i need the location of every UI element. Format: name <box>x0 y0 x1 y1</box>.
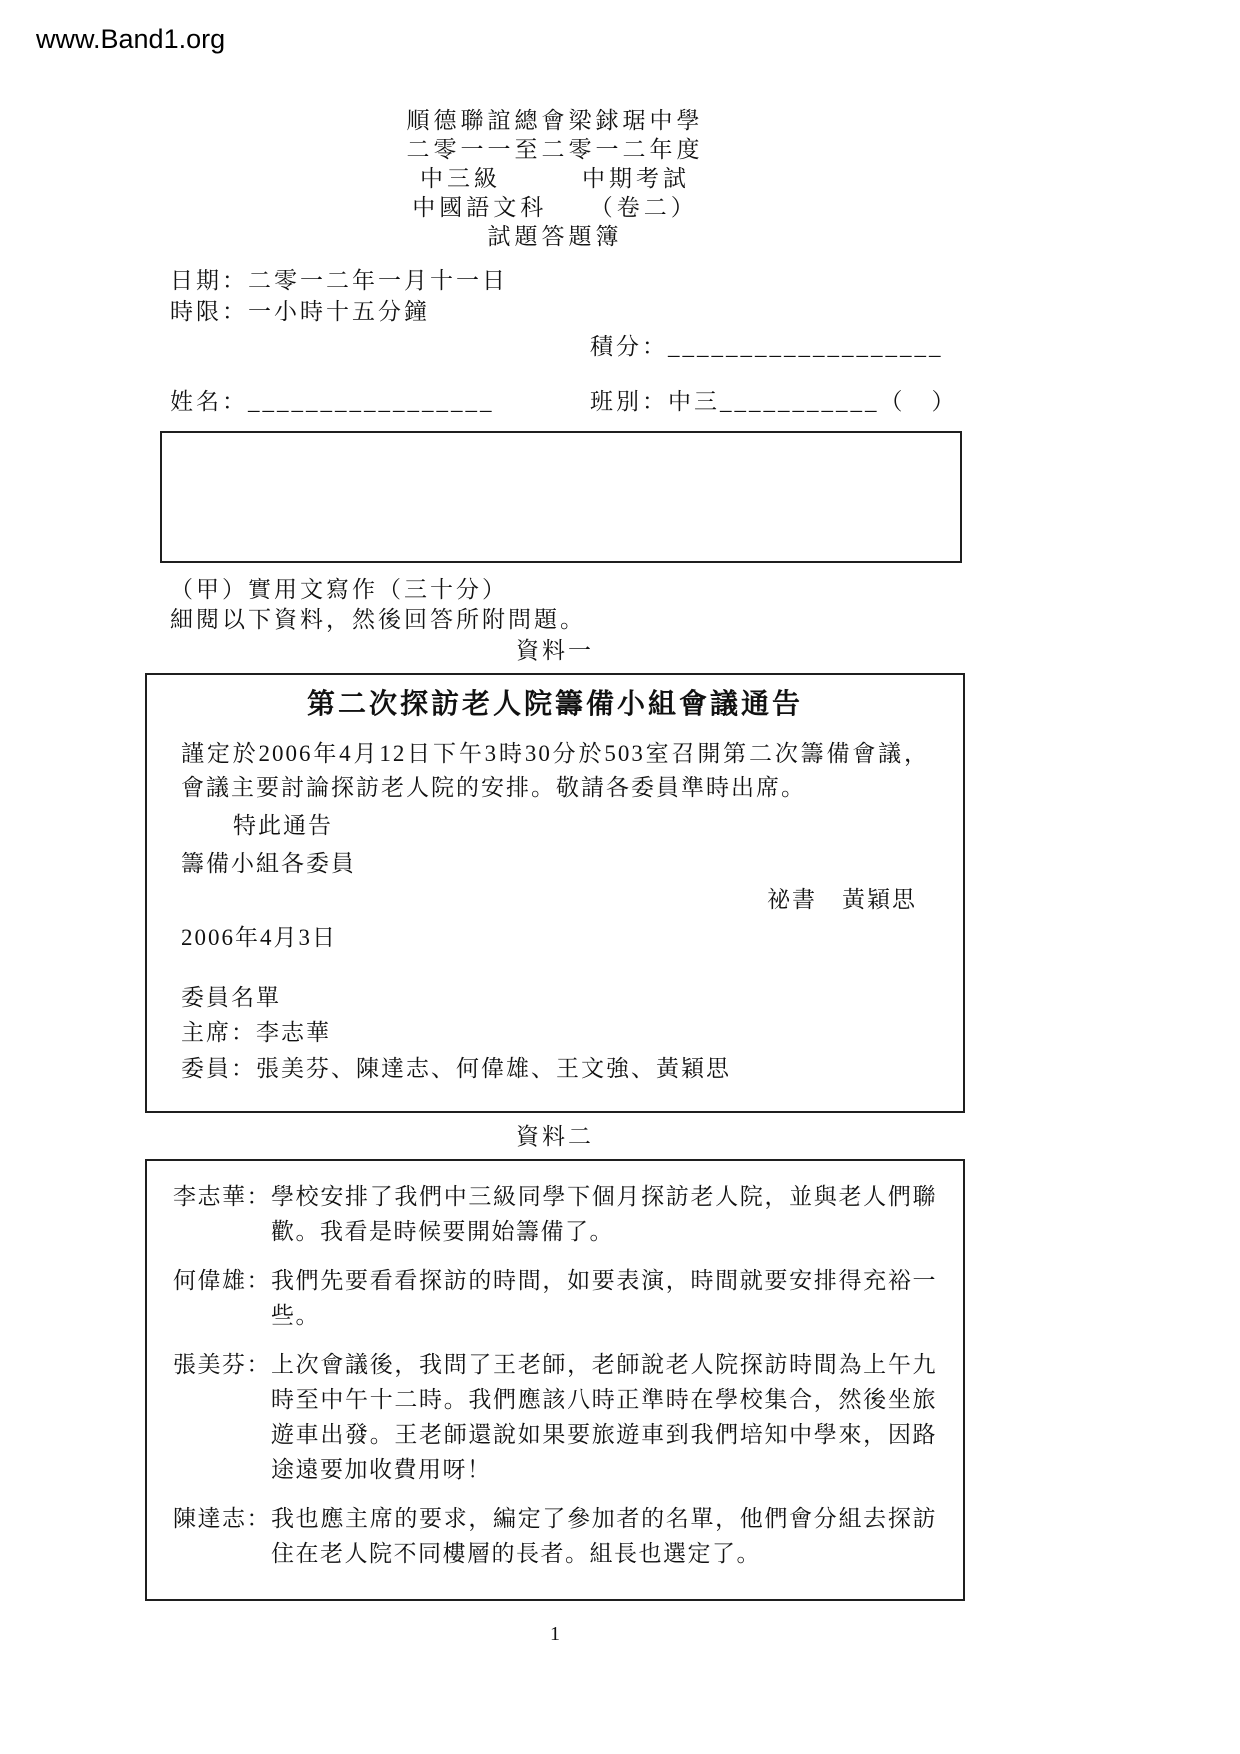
time-limit: 時限：一小時十五分鐘 <box>170 299 430 324</box>
name-field: 姓名：_________________ <box>170 389 495 414</box>
dialogue-entry <box>173 1179 937 1249</box>
class-field: 班別：中三___________（ ） <box>590 389 958 414</box>
dialogue-text: 我也應主席的要求，編定了參加者的名單，他們會分組去探訪住在老人院不同樓層的長者。組長也選定了。 <box>271 1506 937 1566</box>
material-2-label: 資料二 <box>516 1124 594 1149</box>
dialogue-entry <box>173 1501 937 1571</box>
score-field: 積分：___________________ <box>590 334 944 359</box>
dialogue-text: 學校安排了我們中三級同學下個月探訪老人院，並與老人們聯歡。我看是時候要開始籌備了。 <box>271 1184 937 1244</box>
dialogue-entry <box>173 1263 937 1333</box>
notice-addressee: 籌備小組各委員 <box>181 851 356 876</box>
school-name: 順德聯誼總會梁銶琚中學 <box>406 108 704 133</box>
dialogue-speaker: 李志華： <box>173 1184 271 1209</box>
notice-date: 2006年4月3日 <box>181 925 337 950</box>
notice-title: 第二次探訪老人院籌備小組會議通告 <box>306 689 803 720</box>
dialogue-entry <box>173 1347 937 1487</box>
dialogue-text: 我們先要看看探訪的時間，如要表演，時間就要安排得充裕一些。 <box>271 1268 937 1328</box>
notice-box <box>145 673 965 1113</box>
member-list-title: 委員名單 <box>181 985 281 1010</box>
document-content <box>145 106 965 1646</box>
section-a-heading: （甲）實用文寫作（三十分） <box>170 577 508 602</box>
name-class-row <box>170 386 965 417</box>
subject-line: 中國語文科 （卷二） <box>412 195 698 220</box>
chairman-line: 主席：李志華 <box>181 1020 331 1045</box>
site-watermark: www.Band1.org <box>36 24 226 54</box>
section-a-instruction: 細閱以下資料，然後回答所附問題。 <box>170 607 586 632</box>
dialogue-speaker: 張美芬： <box>173 1352 271 1377</box>
notice-closing: 特此通告 <box>233 813 333 838</box>
exam-date: 日期：二零一二年一月十一日 <box>170 268 508 293</box>
dialogue-text: 上次會議後，我問了王老師，老師說老人院探訪時間為上午九時至中午十二時。我們應該八時正準時在學校集合，然後坐旅遊車出發。王老師還說如果要旅遊車到我們培知中學來，因路途遠要加收費用呀！ <box>271 1352 937 1482</box>
dialogue-box <box>145 1159 965 1601</box>
dialogue-speaker: 陳達志： <box>173 1506 271 1531</box>
notice-signature: 祕書 黃穎思 <box>767 887 917 912</box>
page-number: 1 <box>550 1623 560 1645</box>
exam-level-line: 中三級 中期考試 <box>420 166 690 191</box>
document-header <box>145 106 965 251</box>
booklet-title: 試題答題簿 <box>487 224 623 249</box>
school-year: 二零一一至二零一二年度 <box>406 137 704 162</box>
exam-meta <box>170 265 965 417</box>
blank-answer-box <box>160 431 962 563</box>
material-1-label: 資料一 <box>516 638 594 663</box>
members-line: 委員：張美芬、陳達志、何偉雄、王文強、黃穎思 <box>181 1056 731 1081</box>
dialogue-speaker: 何偉雄： <box>173 1268 271 1293</box>
notice-body: 謹定於2006年4月12日下午3時30分於503室召開第二次籌備會議，會議主要討論探訪老人院的安排。敬請各委員準時出席。 <box>181 741 929 800</box>
